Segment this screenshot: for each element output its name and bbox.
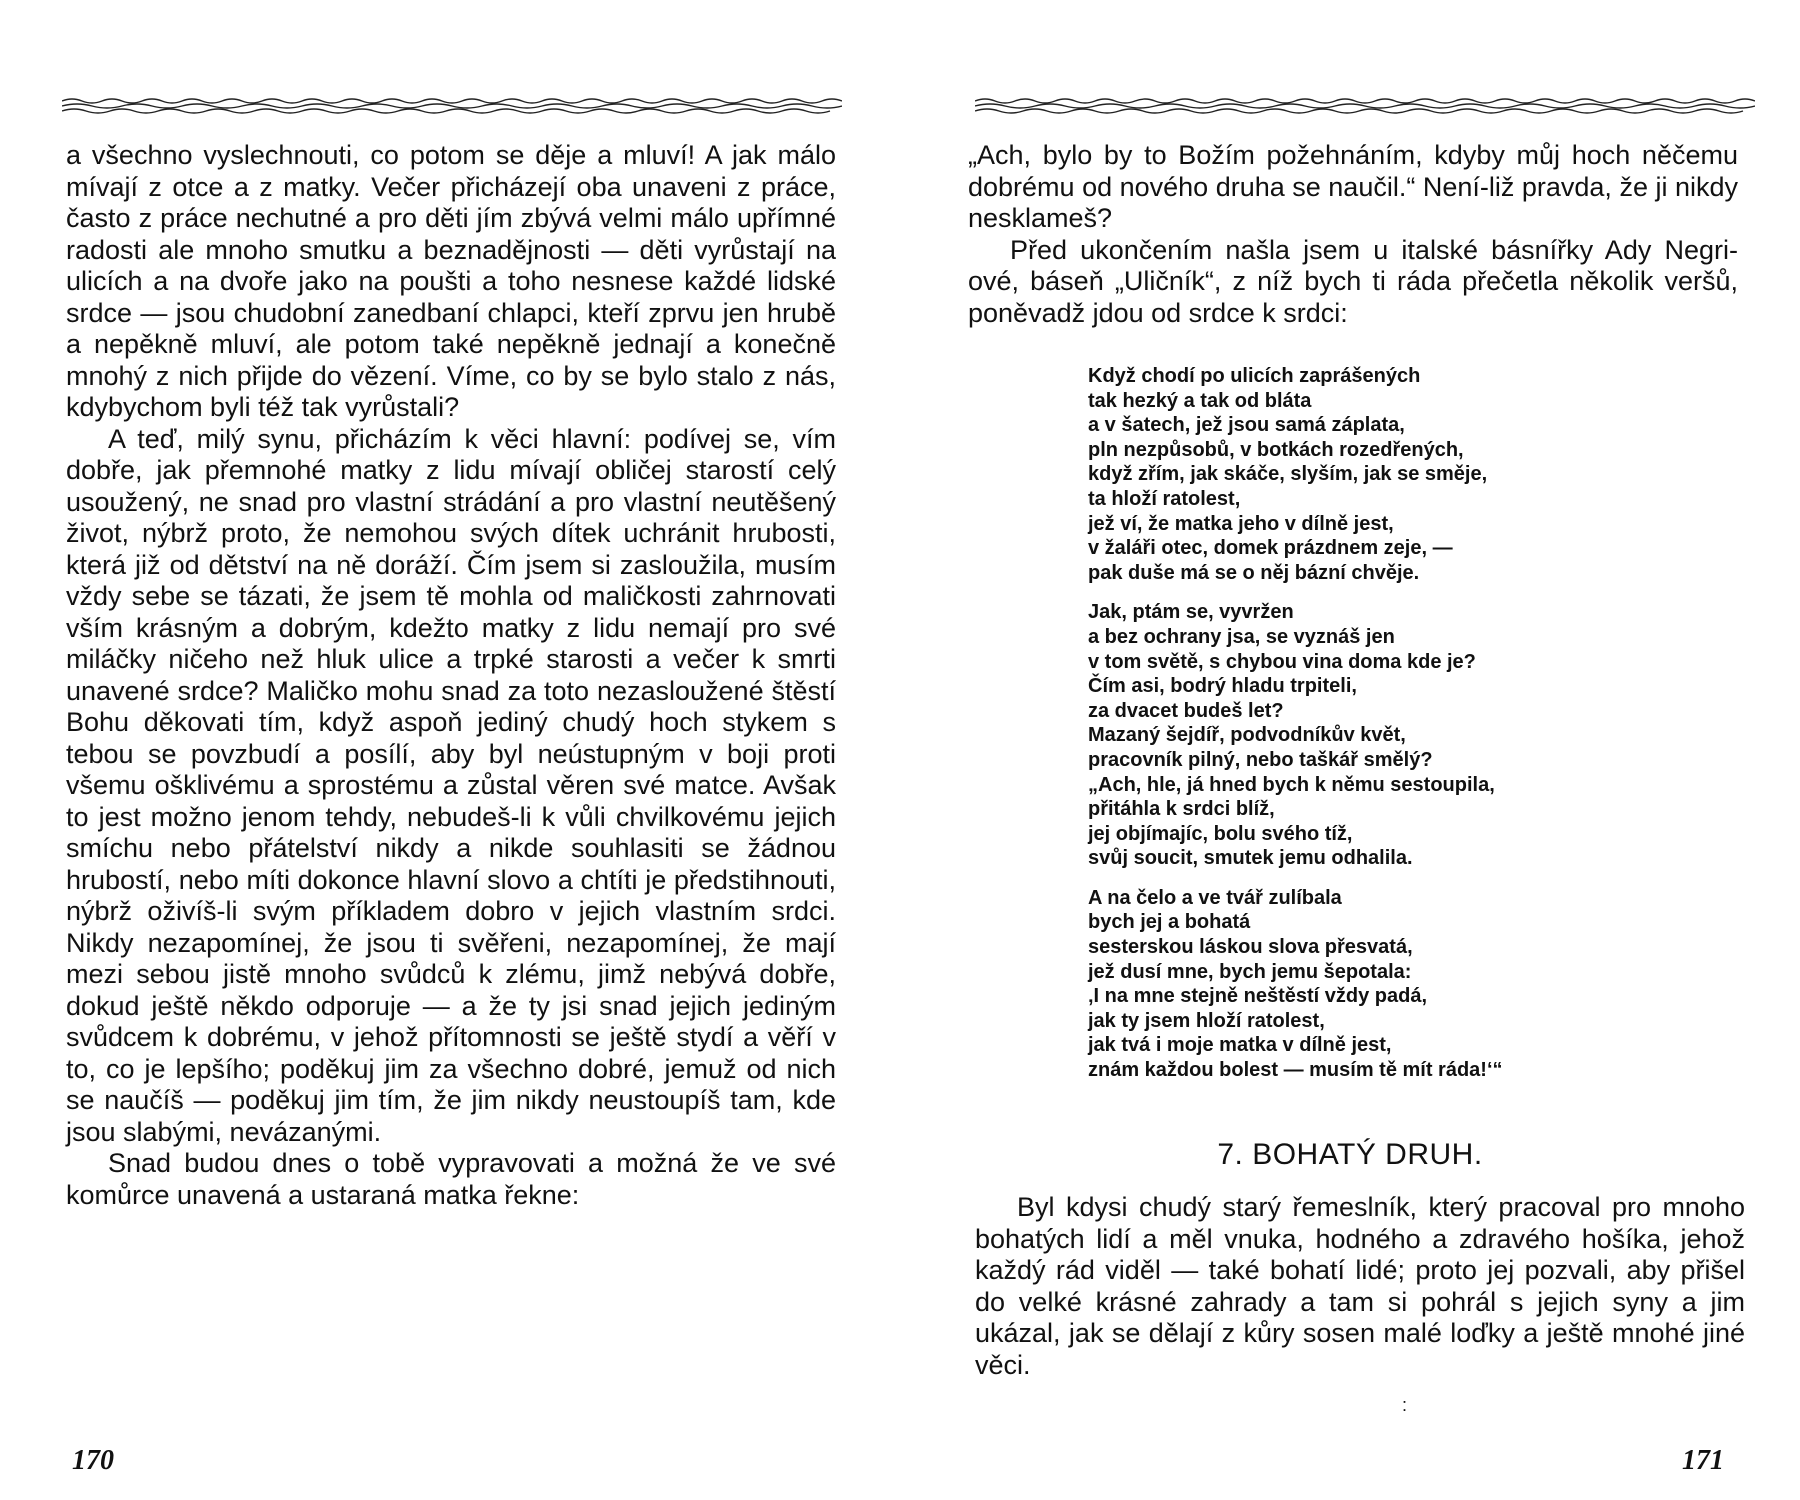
poem-line: Čím asi, bodrý hladu trpiteli, — [1088, 675, 1357, 698]
chapter-title: 7. BOHATÝ DRUH. — [1217, 1138, 1483, 1171]
poem-line: jež dusí mne, bych jemu šepotala: — [1088, 960, 1412, 983]
paragraph: a všechno vyslechnouti, co potom se děje a mluví! A jak málo mívají z otce a z matky. Večer přicházejí oba unaveni z práce, často z práce nechutné a pro děti jím zbývá velmi málo upřímné radosti ale mnoho smutku a beznadějnosti — děti vyrůstají na ulicích a na dvoře jako na poušti a toho nesnese každé lidské srdce — jsou chudobní zanedbaní chlapci, kteří zprvu jen hrubě a nepěkně mluví, ale potom také nepěkně jednají a konečně mnohý z nich přijde do vězení. Víme, co by se bylo stalo z nás, kdybychom byli též tak vyrůstali? — [66, 140, 836, 422]
poem-line: ta hloží ratolest, — [1088, 487, 1241, 510]
page-number: 170 — [72, 1445, 114, 1476]
poem-line: jak ty jsem hloží ratolest, — [1088, 1009, 1325, 1032]
header-ornament — [62, 96, 842, 116]
poem-stanza — [1088, 364, 1648, 585]
poem-line: a v šatech, jež jsou samá záplata, — [1088, 414, 1405, 437]
right-story-text — [975, 1192, 1745, 1381]
poem-stanza — [1088, 600, 1648, 871]
poem-line: když zřím, jak skáče, slyším, jak se směje, — [1088, 463, 1488, 486]
poem — [1088, 364, 1648, 1098]
poem-line: bych jej a bohatá — [1088, 911, 1251, 934]
poem-line: A na čelo a ve tvář zulíbala — [1088, 886, 1342, 909]
poem-line: přitáhla k srdci blíž, — [1088, 798, 1275, 821]
poem-line: jež ví, že matka jeho v dílně jest, — [1088, 512, 1394, 535]
poem-line: za dvacet budeš let? — [1088, 699, 1284, 722]
poem-line: pln nezpůsobů, v botkách rozedřených, — [1088, 438, 1464, 461]
paragraph: A teď, milý synu, přicházím k věci hlavní: podívej se, vím dobře, jak přemnohé matky z lidu mívají obličej starostí celý usoužený, ne snad pro vlastní strádání a pro vlastní neutěšený život, nýbrž proto, že nemohou svých dítek uchránit hrubosti, která již od dětství na ně doráží. Čím jsem si zasloužila, musím vždy sebe se tázati, že jsem tě mohla od maličkosti zahrnovati vším krásným a dobrým, kdežto matky z lidu nemají pro své miláčky ničeho než hluk ulice a trpké starosti a večer k smrti unavené srdce? Maličko mohu snad za toto nezasloužené štěstí Bohu děkovati tím, když aspoň jediný chudý hoch stykem s tebou se povzbudí a posílí, aby byl neústupným v boji proti všemu ošklivému a sprostému a zůstal věren své matce. Avšak to jest možno jenom tehdy, nebudeš-li k vůli chvilkovému jejich smíchu nebo přátelství nikdy a nikde souhlasiti se žádnou hrubostí, nebo míti dokonce hlavní slovo a chtíti je předstihnouti, nýbrž oživíš-li svým příkladem dobro v jejich vlastním srdci. Nikdy nezapomínej, že jsou ti svěřeni, nezapomínej, že mají mezi sebou jistě mnoho svůdců k zlému, jimž nebývá dobře, dokud ještě někdo odporuje — a že ty jsi snad jejich jediným svůdcem k dobrému, v jehož přítomnosti se ještě stydí a věří v to, co je lepšího; poděkuj jim za všechno dobré, jemuž od nich se naučíš — poděkuj jim tím, že jim nikdy neustoupíš tam, kde jsou slabými, nevázanými. — [66, 423, 836, 1147]
paragraph: Snad budou dnes o tobě vypravovati a možná že ve své komůrce unavená a ustaraná matka řekne: — [66, 1148, 836, 1210]
poem-line: tak hezký a tak od bláta — [1088, 389, 1312, 412]
poem-line: v tom světě, s chybou vina doma kde je? — [1088, 650, 1476, 673]
stray-mark: : — [1402, 1395, 1408, 1415]
page-number: 171 — [1682, 1445, 1724, 1476]
right-page — [900, 0, 1800, 1500]
poem-line: Mazaný šejdíř, podvodníkův květ, — [1088, 724, 1406, 747]
poem-line: sesterskou láskou slova přesvatá, — [1088, 936, 1413, 959]
poem-line: svůj soucit, smutek jemu odhalila. — [1088, 847, 1413, 870]
paragraph: Před ukončením našla jsem u italské básnířky Ady Negri-ové, báseň „Uličník“, z níž bych ti ráda přečetla několik veršů, poněvadž jdou od srdce k srdci: — [968, 234, 1738, 328]
poem-line: Když chodí po ulicích zaprášených — [1088, 365, 1421, 387]
paragraph: Byl kdysi chudý starý řemeslník, který pracoval pro mnoho bohatých lidí a měl vnuka, hodného a zdravého hošíka, jehož každý rád viděl — také bohatí lidé; proto jej pozvali, aby přišel do velké krásné zahrady a tam si pohrál s jejich syny a jim ukázal, jak se dělají z kůry sosen malé loďky a ještě mnohé jiné věci. — [975, 1192, 1745, 1380]
poem-line: znám každou bolest — musím tě mít ráda!‘“ — [1088, 1059, 1503, 1082]
poem-line: pak duše má se o něj bázní chvěje. — [1088, 561, 1420, 584]
paragraph: „Ach, bylo by to Božím požehnáním, kdyby můj hoch něčemu dobrému od nového druha se naučil.“ Není-liž pravda, že ji nikdy nesklameš? — [968, 140, 1738, 233]
poem-stanza — [1088, 886, 1648, 1083]
poem-line: v žaláři otec, domek prázdnem zeje, — — [1088, 537, 1453, 560]
left-body-text — [66, 140, 836, 1211]
poem-line: ‚I na mne stejně neštěstí vždy padá, — [1088, 985, 1428, 1008]
right-intro-text — [968, 140, 1738, 329]
poem-line: a bez ochrany jsa, se vyznáš jen — [1088, 625, 1395, 648]
poem-line: „Ach, hle, já hned bych k němu sestoupila, — [1088, 773, 1495, 796]
poem-line: pracovník pilný, nebo taškář smělý? — [1088, 748, 1433, 771]
header-ornament — [975, 96, 1755, 116]
poem-line: jej objímajíc, bolu svého tíž, — [1088, 822, 1353, 845]
poem-line: jak tvá i moje matka v dílně jest, — [1088, 1034, 1392, 1057]
poem-line: Jak, ptám se, vyvržen — [1088, 601, 1294, 624]
